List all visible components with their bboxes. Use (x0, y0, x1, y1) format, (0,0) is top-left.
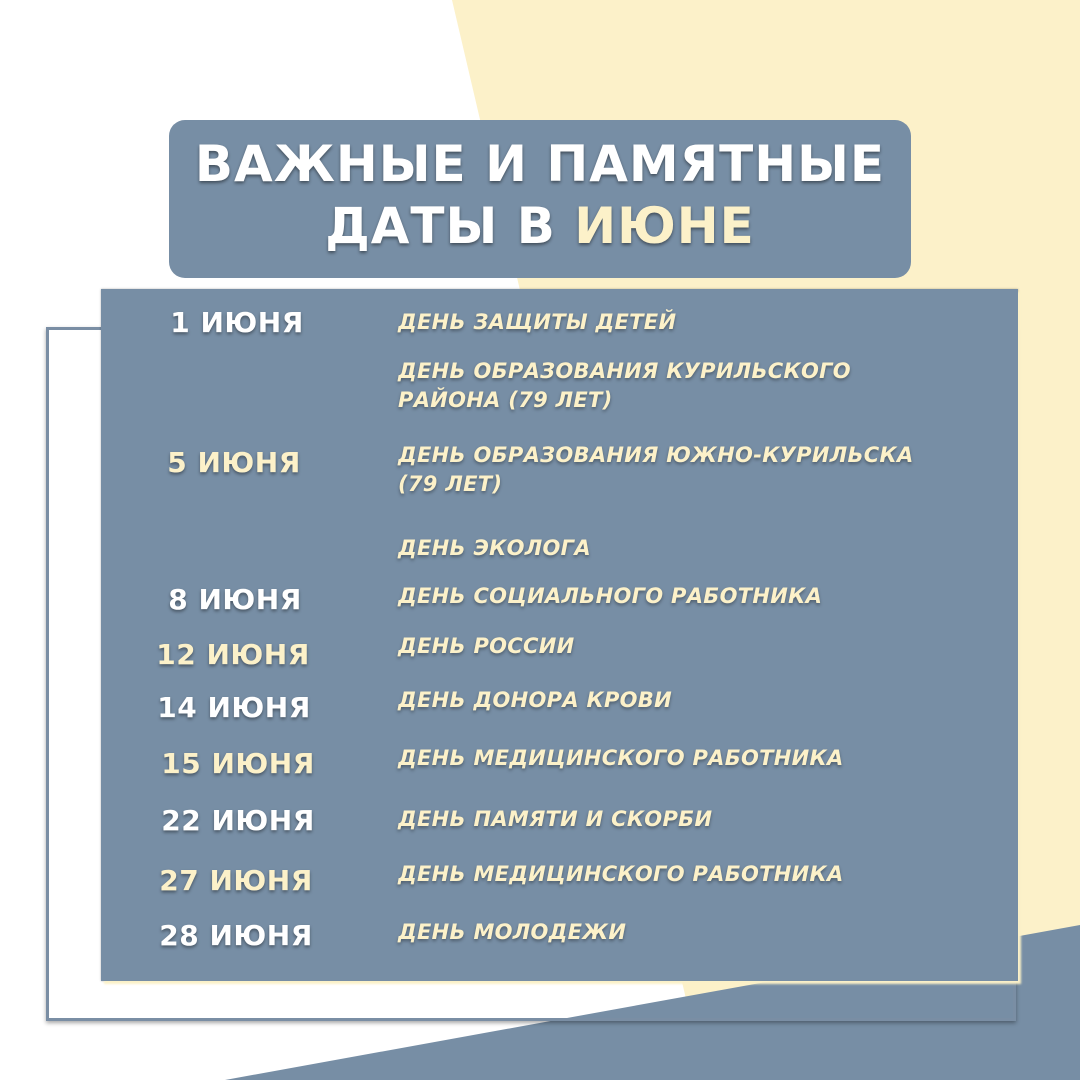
title-line-2-prefix: ДАТЫ В (325, 197, 575, 255)
date-label: 5 ИЮНЯ (167, 446, 301, 479)
event-text: ДЕНЬ ДОНОРА КРОВИ (398, 688, 672, 712)
event-item (398, 744, 844, 773)
event-text-line2: (79 ЛЕТ) (398, 472, 503, 496)
event-item (398, 357, 851, 415)
date-label: 27 ИЮНЯ (159, 864, 313, 897)
event-item (398, 918, 626, 947)
date-label: 8 ИЮНЯ (168, 583, 302, 616)
event-text: ДЕНЬ МОЛОДЕЖИ (398, 920, 627, 944)
date-label: 22 ИЮНЯ (161, 804, 315, 837)
event-item (398, 582, 822, 611)
date-label: 15 ИЮНЯ (161, 747, 315, 780)
title-accent-june: ИЮНЕ (574, 197, 755, 255)
event-item (398, 441, 914, 499)
event-text: ДЕНЬ ЗАЩИТЫ ДЕТЕЙ (398, 310, 677, 334)
event-item (398, 632, 574, 661)
event-item (398, 860, 844, 889)
event-item (398, 805, 712, 834)
title-banner (169, 120, 911, 278)
event-text: ДЕНЬ ОБРАЗОВАНИЯ ЮЖНО-КУРИЛЬСКА (398, 443, 914, 467)
event-text: ДЕНЬ ОБРАЗОВАНИЯ КУРИЛЬСКОГО (398, 359, 851, 383)
date-label: 12 ИЮНЯ (156, 638, 310, 671)
event-text: ДЕНЬ МЕДИЦИНСКОГО РАБОТНИКА (398, 746, 844, 770)
date-label: 28 ИЮНЯ (159, 919, 313, 952)
event-text: ДЕНЬ ЭКОЛОГА (398, 536, 591, 560)
event-text: ДЕНЬ РОССИИ (398, 634, 575, 658)
event-item (398, 308, 676, 337)
event-item (398, 686, 672, 715)
title-line-1: ВАЖНЫЕ И ПАМЯТНЫЕ (194, 135, 886, 193)
date-label: 14 ИЮНЯ (157, 691, 311, 724)
title-line-2 (169, 195, 911, 257)
event-text-line2: РАЙОНА (79 ЛЕТ) (398, 388, 613, 412)
event-text: ДЕНЬ СОЦИАЛЬНОГО РАБОТНИКА (398, 584, 823, 608)
event-text: ДЕНЬ МЕДИЦИНСКОГО РАБОТНИКА (398, 862, 844, 886)
date-label: 1 ИЮНЯ (170, 306, 304, 339)
event-text: ДЕНЬ ПАМЯТИ И СКОРБИ (398, 807, 713, 831)
event-item (398, 534, 591, 563)
